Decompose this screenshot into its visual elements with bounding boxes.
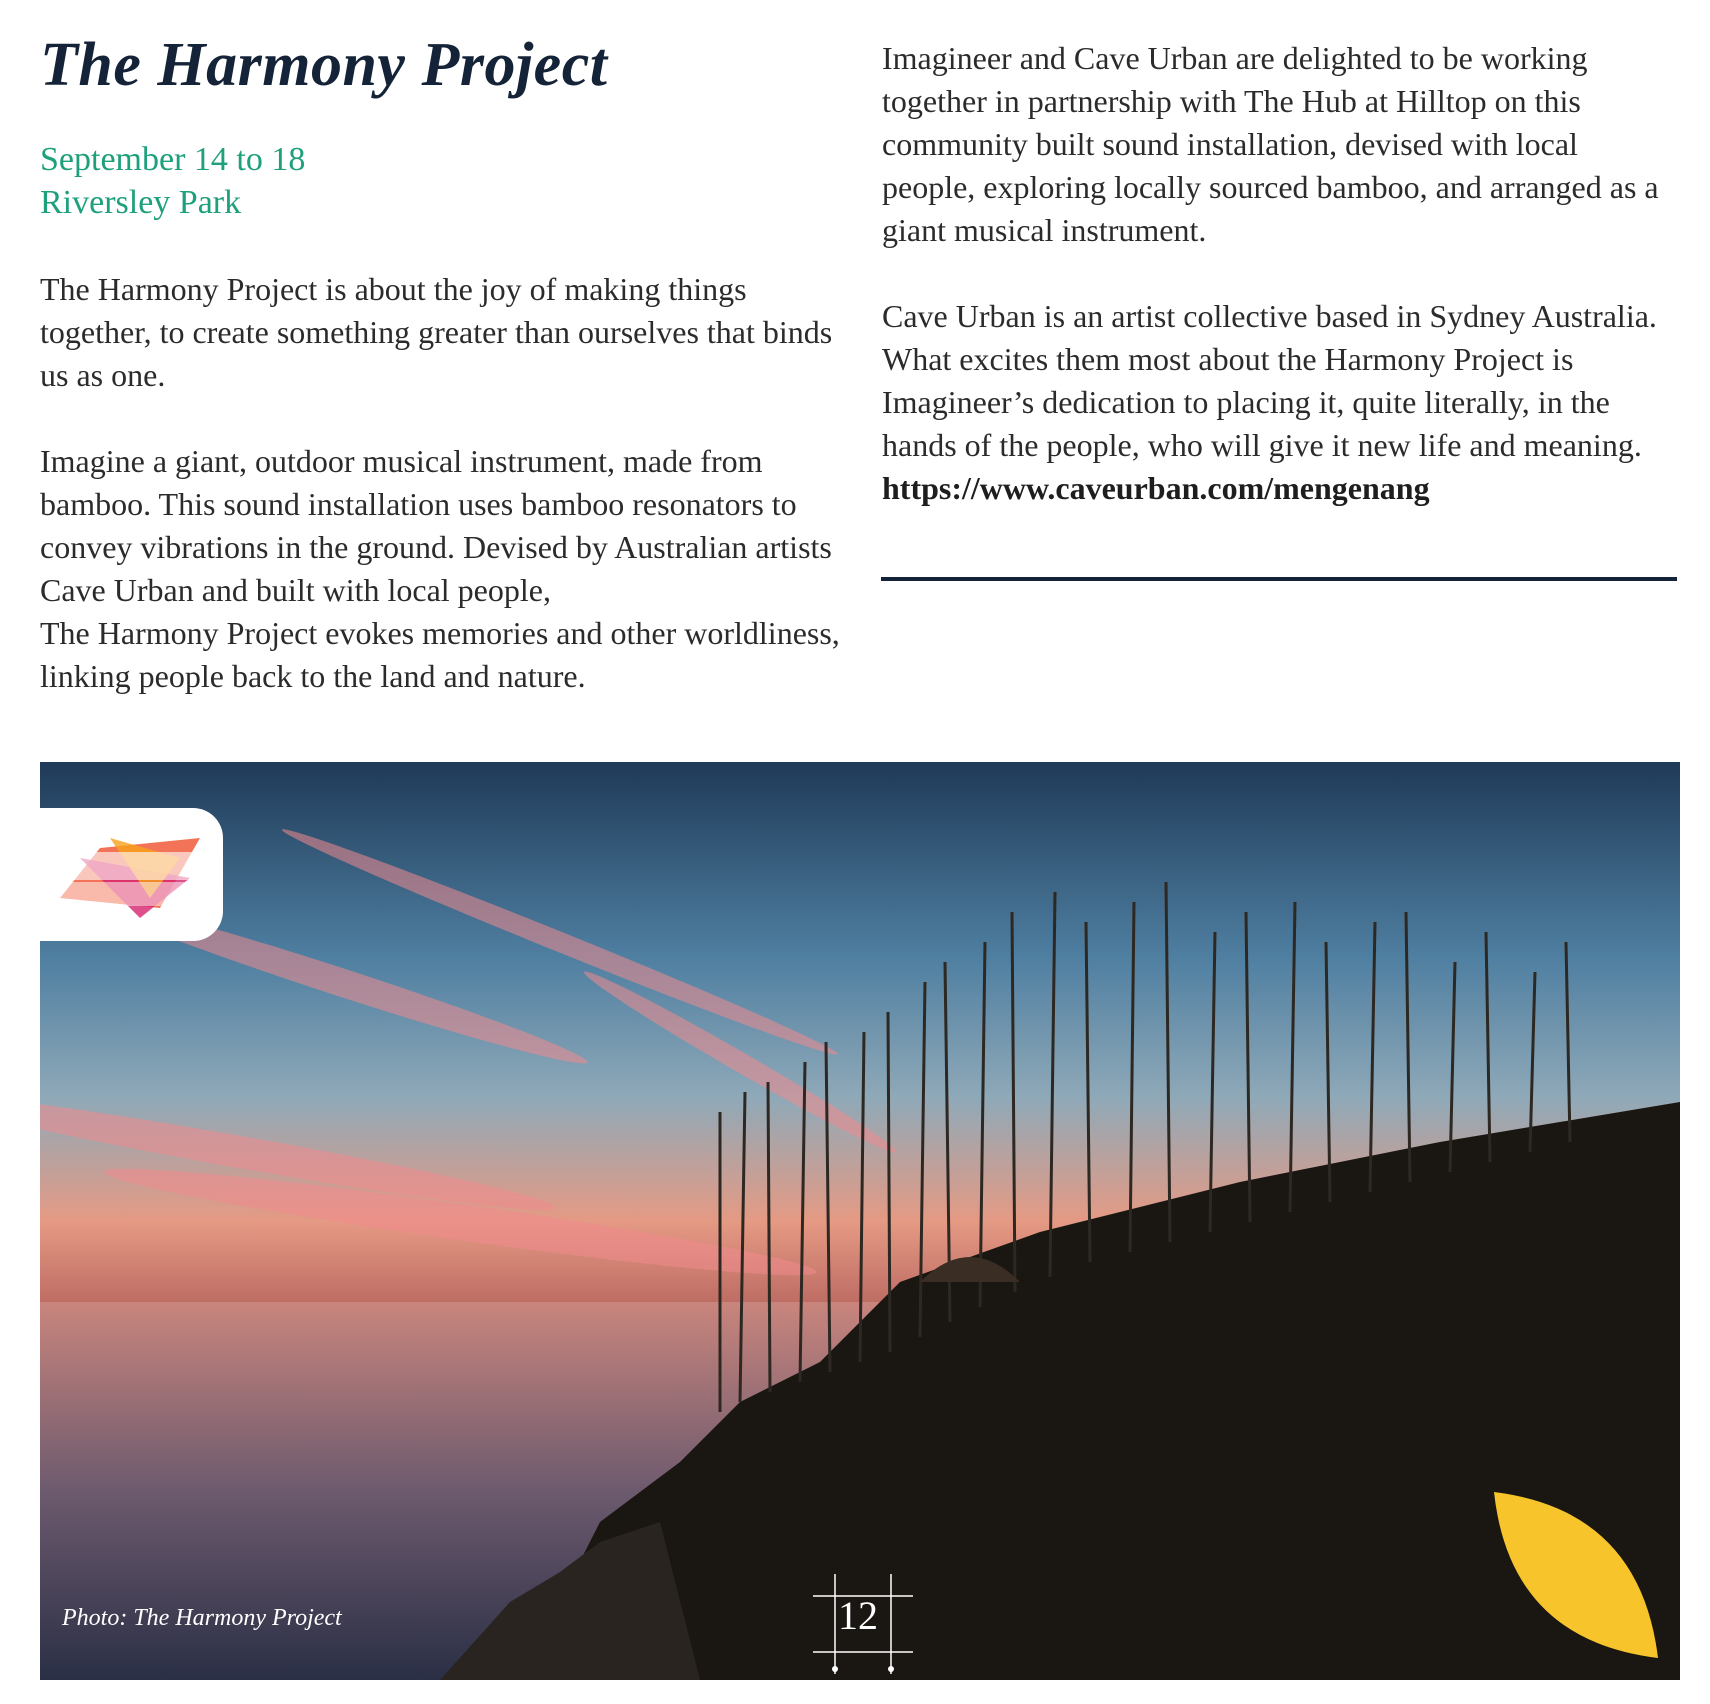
left-column xyxy=(40,268,850,698)
intro-paragraph: The Harmony Project is about the joy of making things together, to create something greater than ourselves that binds us as one. xyxy=(40,271,833,393)
description-paragraph xyxy=(40,440,850,698)
description-line-2: The Harmony Project evokes memories and other worldliness, linking people back to the land and nature. xyxy=(40,615,840,694)
sunset-bamboo-photo xyxy=(40,762,1680,1680)
artist-website-link[interactable]: https://www.caveurban.com/mengenang xyxy=(882,470,1430,506)
partnership-paragraph: Imagineer and Cave Urban are delighted to be working together in partnership with The Hub at Hilltop on this community built sound installation, devised with local people, exploring locally sourced bamboo, and arranged as a giant musical instrument. xyxy=(882,40,1659,248)
event-dates: September 14 to 18 xyxy=(40,141,306,178)
page-title: The Harmony Project xyxy=(40,31,608,99)
creative-explorers-logo xyxy=(40,808,223,941)
right-column xyxy=(882,37,1672,510)
creative-explorers-badge xyxy=(40,808,223,941)
description-line-1: Imagine a giant, outdoor musical instrument, made from bamboo. This sound installation uses bamboo resonators to convey vibrations in the ground. Devised by Australian artists Cave Urban and built with local people, xyxy=(40,443,832,608)
event-location: Riversley Park xyxy=(40,184,242,221)
yellow-leaf-icon xyxy=(1490,1490,1660,1660)
photo-caption: Photo: The Harmony Project xyxy=(62,1605,342,1631)
artist-paragraph: Cave Urban is an artist collective based in Sydney Australia. What excites them most about the Harmony Project is Imagineer’s dedication to placing it, quite literally, in the hands of the people, who will give it new life and meaning. xyxy=(882,298,1657,463)
section-divider xyxy=(881,577,1677,581)
feature-photo xyxy=(40,762,1680,1680)
page-number: 12 xyxy=(838,1593,878,1638)
event-meta xyxy=(40,138,305,224)
